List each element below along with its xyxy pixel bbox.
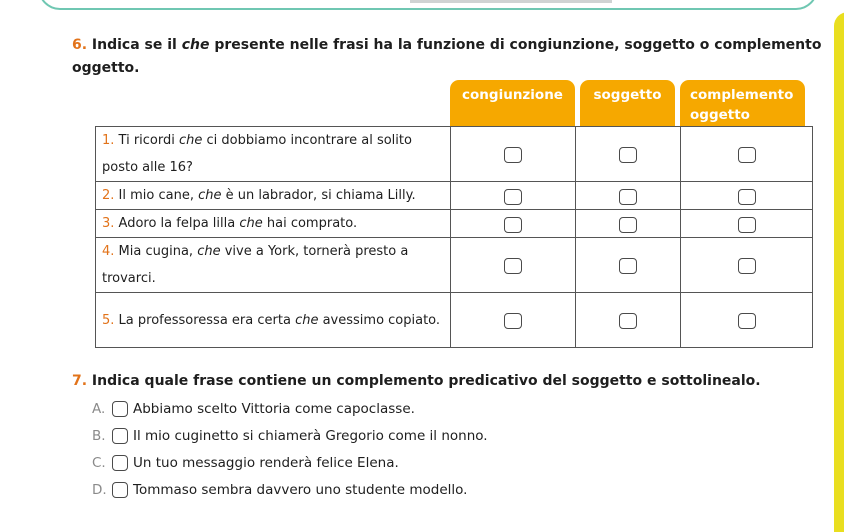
option-checkbox[interactable] (112, 401, 128, 417)
checkbox-congiunzione[interactable] (504, 217, 522, 233)
list-item (92, 449, 488, 476)
list-item (92, 476, 488, 503)
sentence-cell (96, 127, 451, 182)
answer-cell (576, 182, 681, 210)
option-text: Tommaso sembra davvero uno studente modello. (133, 481, 468, 498)
sentence-number: 4. (102, 244, 115, 259)
sentence-cell (96, 210, 451, 238)
checkbox-congiunzione[interactable] (504, 313, 522, 329)
sentence-text: Ti ricordi (114, 133, 179, 148)
option-checkbox[interactable] (112, 428, 128, 444)
answer-cell (451, 210, 576, 238)
answer-cell (451, 238, 576, 293)
column-header-label: complemento oggetto (690, 87, 794, 123)
answer-cell (576, 293, 681, 348)
answer-cell (576, 210, 681, 238)
answer-cell (451, 182, 576, 210)
list-item (92, 422, 488, 449)
list-item (92, 395, 488, 422)
sentence-cell (96, 293, 451, 348)
option-text: Un tuo messaggio renderà felice Elena. (133, 454, 399, 471)
exercise-6-table (95, 126, 813, 348)
checkbox-soggetto[interactable] (619, 217, 637, 233)
sentence-cell (96, 182, 451, 210)
sentence-text: è un labrador, si chiama Lilly. (221, 188, 416, 203)
sentence-cell (96, 238, 451, 293)
checkbox-complemento-oggetto[interactable] (738, 189, 756, 205)
column-header-label: congiunzione (462, 87, 563, 103)
table-row (96, 238, 813, 293)
sentence-text: Mia cugina, (114, 244, 198, 259)
column-header-congiunzione (450, 80, 575, 127)
sentence-number: 2. (102, 188, 115, 203)
table-row (96, 293, 813, 348)
sentence-text: Il mio cane, (114, 188, 199, 203)
option-text: Abbiamo scelto Vittoria come capoclasse. (133, 400, 415, 417)
checkbox-complemento-oggetto[interactable] (738, 258, 756, 274)
sentence-text: Adoro la felpa lilla (114, 216, 240, 231)
sentence-number: 1. (102, 133, 115, 148)
checkbox-congiunzione[interactable] (504, 189, 522, 205)
answer-cell (451, 127, 576, 182)
checkbox-soggetto[interactable] (619, 313, 637, 329)
exercise-6-number: 6. (72, 37, 88, 53)
sentence-text: vive a York, tornerà presto a trovarci. (102, 244, 409, 286)
option-text: Il mio cuginetto si chiamerà Gregorio come il nonno. (133, 427, 488, 444)
exercise-7-number: 7. (72, 373, 88, 389)
checkbox-complemento-oggetto[interactable] (738, 313, 756, 329)
option-letter: D. (92, 481, 107, 498)
answer-cell (681, 238, 813, 293)
instruction-text: Indica quale frase contiene un complemento predicativo del soggetto e sottolinealo. (87, 373, 761, 389)
checkbox-congiunzione[interactable] (504, 147, 522, 163)
instruction-text: presente nelle frasi ha la funzione di congiunzione, soggetto o complemento oggetto. (72, 37, 822, 76)
option-checkbox[interactable] (112, 482, 128, 498)
sentence-keyword: che (295, 312, 319, 328)
sentence-keyword: che (239, 216, 263, 231)
sentence-text: avessimo copiato. (318, 312, 441, 328)
page-edge-decoration (834, 12, 844, 532)
checkbox-complemento-oggetto[interactable] (738, 217, 756, 233)
option-letter: A. (92, 400, 106, 417)
exercise-7-instruction (72, 370, 822, 393)
checkbox-soggetto[interactable] (619, 258, 637, 274)
sentence-number: 3. (102, 216, 115, 231)
answer-cell (576, 127, 681, 182)
table-row (96, 127, 813, 182)
answer-cell (681, 210, 813, 238)
exercise-7-options (92, 395, 488, 503)
table-row (96, 182, 813, 210)
column-header-complemento-oggetto (680, 80, 805, 127)
answer-cell (681, 293, 813, 348)
top-bar-decoration (410, 0, 612, 3)
answer-cell (681, 127, 813, 182)
column-header-label: soggetto (593, 87, 662, 103)
answer-cell (451, 293, 576, 348)
checkbox-complemento-oggetto[interactable] (738, 147, 756, 163)
checkbox-soggetto[interactable] (619, 189, 637, 205)
instruction-keyword: che (181, 37, 210, 53)
option-letter: C. (92, 454, 106, 471)
table-row (96, 210, 813, 238)
option-checkbox[interactable] (112, 455, 128, 471)
sentence-text: ci dobbiamo incontrare al solito posto alle 16? (102, 133, 412, 175)
sentence-keyword: che (197, 244, 221, 259)
sentence-keyword: che (198, 188, 222, 203)
sentence-text: hai comprato. (262, 216, 358, 231)
sentence-number: 5. (102, 312, 115, 328)
column-header-soggetto (580, 80, 675, 127)
sentence-text: La professoressa era certa (114, 312, 296, 328)
sentence-keyword: che (179, 133, 203, 148)
option-letter: B. (92, 427, 106, 444)
answer-cell (576, 238, 681, 293)
checkbox-congiunzione[interactable] (504, 258, 522, 274)
instruction-text: Indica se il (87, 37, 182, 53)
answer-cell (681, 182, 813, 210)
exercise-6-instruction (72, 34, 822, 80)
checkbox-soggetto[interactable] (619, 147, 637, 163)
